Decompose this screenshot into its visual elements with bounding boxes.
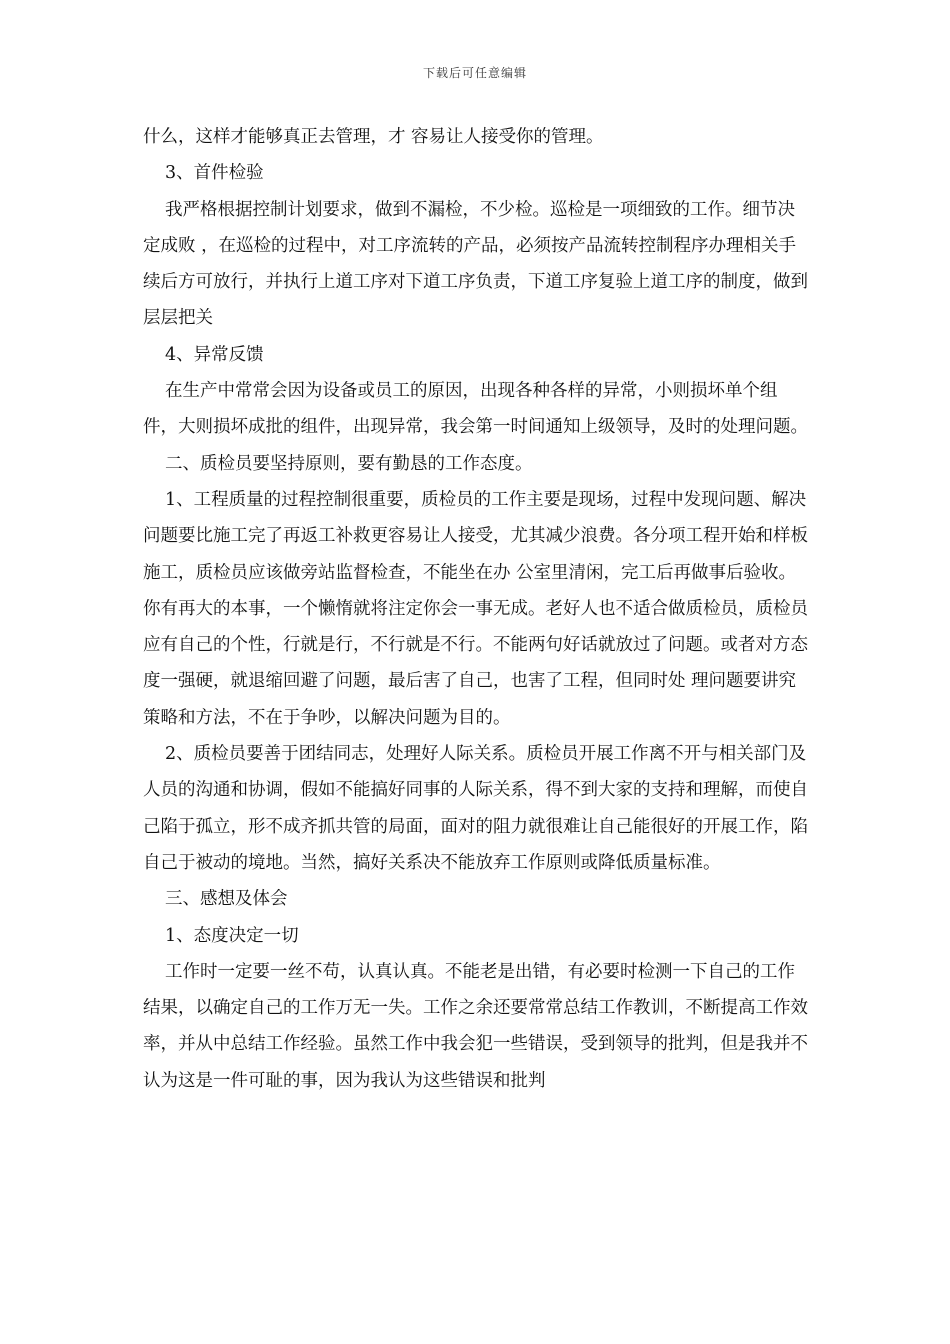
section-heading: 1、态度决定一切 [165,925,299,946]
section-heading: 二、质检员要坚持原则，要有勤恳的工作态度。 [165,453,533,474]
page-header-note: 下载后可任意编辑 [422,66,527,80]
paragraph: 2、质检员要善于团结同志，处理好人际关系。质检员开展工作离不开与相关部门及人员的沟通和协调，假如不能搞好同事的人际关系，得不到大家的支持和理解，而使自己陷于孤立，形不成齐抓共管的局面，面对的阻力就很难让自己能很好的开展工作，陷自己于被动的境地。当然，搞好关系决不能放弃工作原则或降低质量标准。 [143,744,808,873]
section-heading: 三、感想及体会 [165,889,288,910]
document-body [143,119,811,1099]
paragraph: 什么，这样才能够真正去管理，才 容易让人接受你的管理。 [143,127,604,147]
section-heading: 3、首件检验 [165,163,264,184]
paragraph: 1、工程质量的过程控制很重要，质检员的工作主要是现场，过程中发现问题、解决问题要比施工完了再返工补救更容易让人接受，尤其减少浪费。各分项工程开始和样板施工，质检员应该做旁站监督检查，不能坐在办 公室里清闲，完工后再做事后验收。你有再大的本事，一个懒惰就将注定你会一事无成。老好人也不适合做质检员，质检员应有自己的个性，行就是行，不行就是不行。不能两句好话就放过了问题。或者对方态度一强硬，就退缩回避了问题，最后害了自己，也害了工程，但同时处 理问题要讲究策略和方法，不在于争吵，以解决问题为目的。 [143,489,808,728]
paragraph: 我严格根据控制计划要求，做到不漏检，不少检。巡检是一项细致的工作。细节决定成败 ，在巡检的过程中，对工序流转的产品，必须按产品流转控制程序办理相关手续后方可放行，并执行上道工序对下道工序负责，下道工序复验上道工序的制度，做到层层把关 [143,199,808,329]
paragraph: 工作时一定要一丝不苟，认真认真。不能老是出错，有必要时检测一下自己的工作结果，以确定自己的工作万无一失。工作之余还要常常总结工作教训，不断提高工作效率，并从中总结工作经验。虽然工作中我会犯一些错误，受到领导的批判，但是我并不认为这是一件可耻的事，因为我认为这些错误和批判 [143,961,808,1091]
section-heading: 4、异常反馈 [165,344,264,365]
paragraph: 在生产中常常会因为设备或员工的原因，出现各种各样的异常，小则损坏单个组件，大则损坏成批的组件，出现异常，我会第一时间通知上级领导，及时的处理问题。 [143,381,808,438]
